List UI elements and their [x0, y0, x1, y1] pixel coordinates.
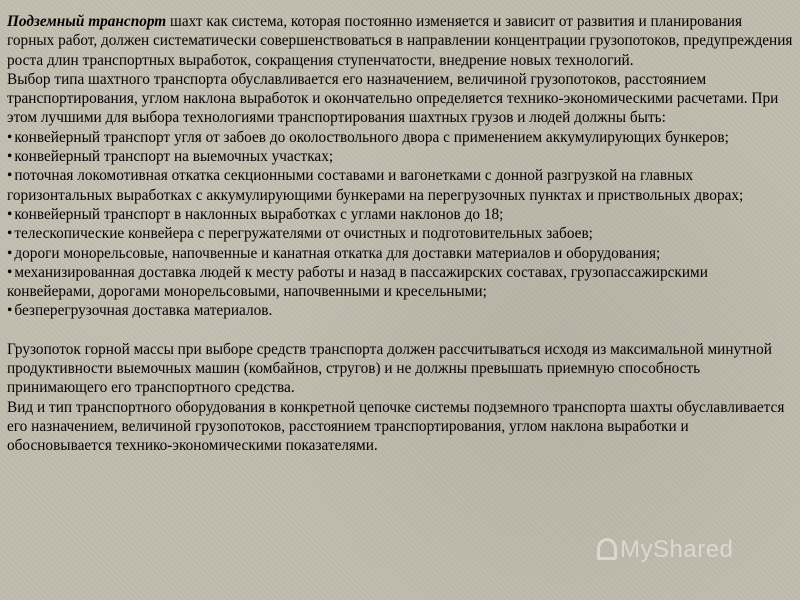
- intro-lead-term: Подземный транспорт: [7, 13, 167, 30]
- paragraph-spacer: [7, 321, 793, 340]
- equipment-paragraph: Вид и тип транспортного оборудования в конкретной цепочке системы подземного транспорта шахты обуславливается его назначением, величиной грузопотоков, расстоянием транспортирования, углом наклона выработки и обосновывается технико-экономическими показателями.: [7, 398, 785, 455]
- bullet-item: • дороги монорельсовые, напочвенные и канатная откатка для доставки материалов и оборудования;: [7, 244, 793, 263]
- bullet-item: • механизированная доставка людей к месту работы и назад в пассажирских составах, грузопассажирскими конвейерами, дорогами монорельсовыми, напочвенными и кресельными;: [7, 263, 793, 302]
- bullet-item: • конвейерный транспорт на выемочных участках;: [7, 147, 793, 166]
- bullet-item: • безперегрузочная доставка материалов.: [7, 301, 793, 320]
- watermark-logo-icon: [597, 538, 617, 560]
- bullet-item: • телескопические конвейера с перегружателями от очистных и подготовительных забоев;: [7, 224, 793, 243]
- intro-paragraph: [7, 12, 793, 70]
- bullet-item: • конвейерный транспорт угля от забоев до околоствольного двора с применением аккумулирующих бункеров;: [7, 128, 793, 147]
- selection-paragraph: Выбор типа шахтного транспорта обуславливается его назначением, величиной грузопотоков, расстоянием транспортирования, углом наклона выработок и окончательно определяется технико-экономическими расчетами. При этом лучшими для выбора технологиями транспортирования шахтных грузов и людей должны быть:: [7, 70, 779, 127]
- intro-text: шахт как система, которая постоянно изменяется и зависит от развития и планирования горных работ, должен систематически совершенствоваться в направлении концентрации грузопотоков, предупреждения роста длин транспортных выработок, сокращения ступенчатости, внедрение новых технологий.: [7, 13, 793, 69]
- watermark-text: MyShared: [620, 536, 734, 563]
- document-body: [7, 12, 793, 456]
- watermark: [597, 536, 733, 564]
- bullet-item: • поточная локомотивная откатка секционными составами и вагонетками с донной разгрузкой на главных горизонтальных выработках с аккумулирующими бункерами на перегрузочных пунктах и приствольных дворах;: [7, 166, 793, 205]
- bullet-item: • конвейерный транспорт в наклонных выработках с углами наклонов до 18;: [7, 205, 793, 224]
- cargo-flow-paragraph: Грузопоток горной массы при выборе средств транспорта должен рассчитываться исходя из максимальной минутной продуктивности выемочных машин (комбайнов, стругов) и не должны превышать приемную способность принимающего его транспортного средства.: [7, 340, 772, 397]
